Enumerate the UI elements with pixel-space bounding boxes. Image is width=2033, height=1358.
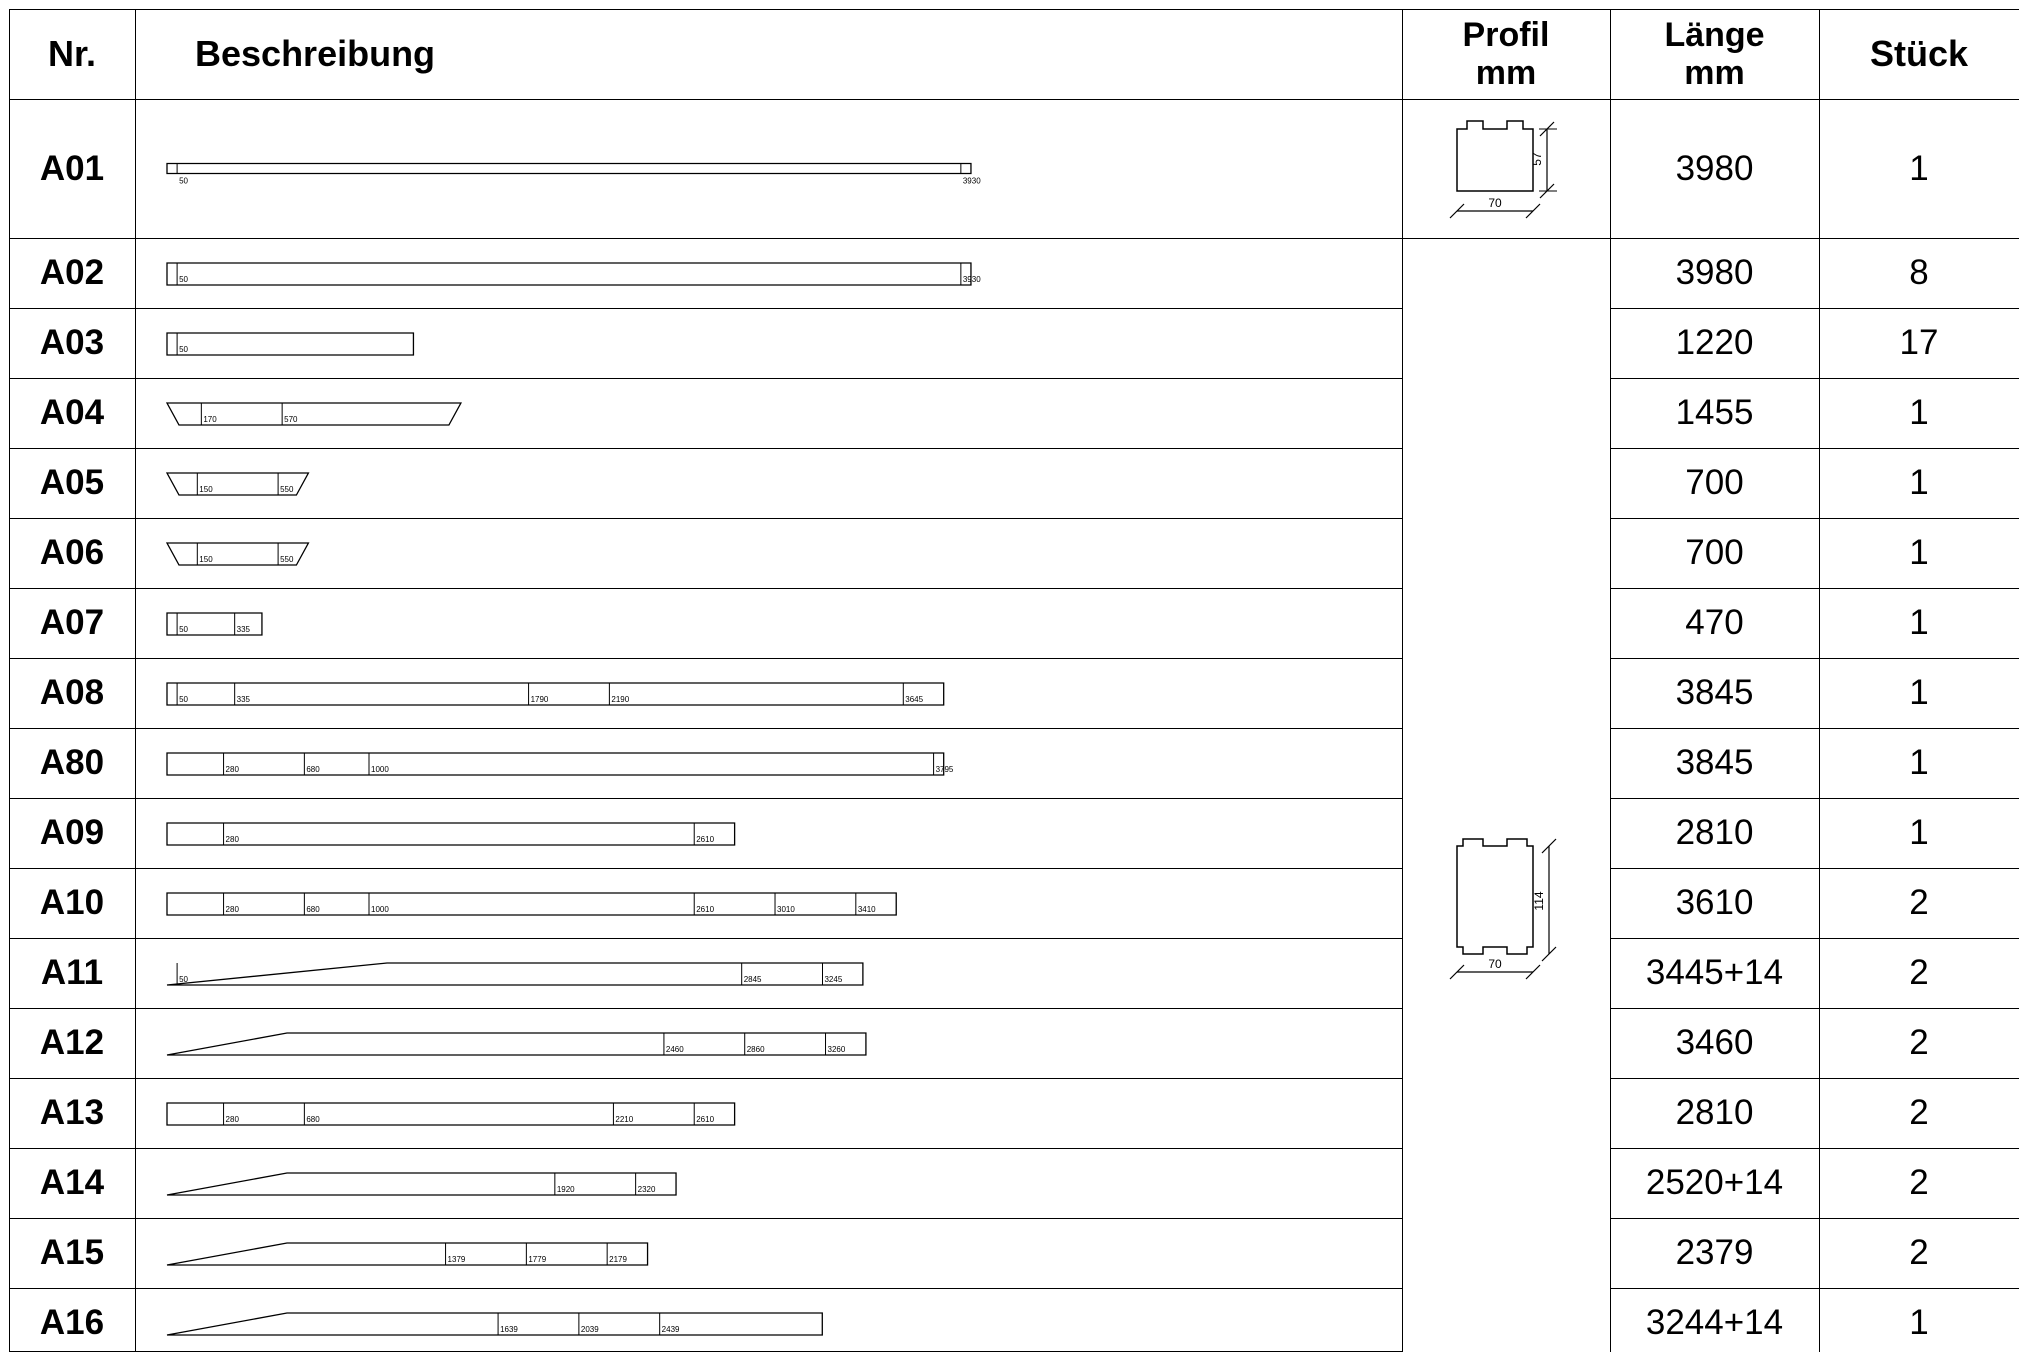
row-laenge: 1220 [1675, 323, 1754, 362]
header-laenge-line1: Länge [1664, 16, 1765, 54]
header-profil [1402, 9, 1610, 99]
beam-drawing [159, 588, 1159, 658]
beam-dimension-label: 3645 [905, 695, 924, 704]
beam-dimension-label: 280 [225, 1115, 239, 1124]
row-laenge: 3445+14 [1645, 953, 1784, 992]
row-stueck: 2 [1909, 1233, 1929, 1272]
beam-dimension-label: 2190 [611, 695, 630, 704]
beam-dimension-label: 1000 [371, 765, 389, 774]
row-stueck: 1 [1909, 813, 1929, 852]
row-laenge: 3610 [1675, 883, 1754, 922]
header-beschreibung: Beschreibung [195, 33, 436, 74]
profile-small-width-label: 70 [1488, 196, 1502, 210]
row-nr: A80 [39, 743, 105, 782]
beam-drawing [159, 1218, 1159, 1288]
header-stueck: Stück [1869, 33, 1969, 74]
beam-dimension-label: 50 [179, 695, 189, 704]
beam-dimension-label: 2439 [661, 1325, 680, 1334]
beam-dimension-label: 3795 [935, 765, 954, 774]
header-profil-line1: Profil [1462, 16, 1550, 54]
beam-dimension-label: 1779 [528, 1255, 547, 1264]
row-nr: A07 [39, 603, 105, 642]
row-stueck: 2 [1909, 1163, 1929, 1202]
row-stueck: 1 [1909, 148, 1929, 188]
beam-dimension-label: 50 [179, 975, 189, 984]
beam-dimension-label: 2860 [746, 1045, 765, 1054]
beam-drawing [159, 1078, 1159, 1148]
row-laenge: 2520+14 [1645, 1163, 1784, 1202]
beam-dimension-label: 3930 [962, 176, 981, 186]
row-laenge: 2810 [1675, 1093, 1754, 1132]
header-nr: Nr. [47, 33, 97, 74]
beam-dimension-label: 1000 [371, 905, 389, 914]
beam-outline [167, 1313, 822, 1335]
row-stueck: 2 [1909, 883, 1929, 922]
row-nr: A10 [39, 883, 105, 922]
beam-drawing [159, 238, 1159, 308]
beam-outline [167, 1173, 676, 1195]
beam-dimension-label: 3010 [777, 905, 795, 914]
profile-tall-drawing [1437, 829, 1587, 989]
beam-dimension-label: 2610 [696, 1115, 715, 1124]
beam-outline [167, 683, 944, 705]
beam-drawing [159, 99, 1159, 238]
header-profil-line2: mm [1475, 54, 1537, 92]
beam-dimension-label: 550 [280, 485, 294, 494]
beam-dimension-label: 280 [225, 765, 239, 774]
header-laenge-line2: mm [1684, 54, 1745, 92]
row-laenge: 3244+14 [1645, 1303, 1784, 1342]
beam-dimension-label: 1790 [530, 695, 549, 704]
beam-dimension-label: 3930 [962, 275, 981, 284]
row-nr: A16 [39, 1303, 105, 1342]
profile-tall-height-label: 114 [1532, 891, 1546, 911]
row-laenge: 3980 [1675, 148, 1754, 188]
beam-outline [167, 333, 413, 355]
beam-drawing [159, 868, 1159, 938]
row-stueck: 2 [1909, 1093, 1929, 1132]
beam-drawing [159, 308, 1159, 378]
row-laenge: 1455 [1675, 393, 1754, 432]
row-stueck: 17 [1899, 323, 1939, 362]
profile-tall-width-label: 70 [1488, 957, 1502, 971]
row-stueck: 2 [1909, 1023, 1929, 1062]
row-nr: A13 [39, 1093, 105, 1132]
parts-table [9, 9, 2019, 1352]
beam-outline [167, 1243, 648, 1265]
beam-dimension-label: 2320 [637, 1185, 656, 1194]
row-stueck: 1 [1909, 393, 1929, 432]
row-laenge: 3460 [1675, 1023, 1754, 1062]
profile-small-drawing [1437, 109, 1587, 239]
row-nr: A05 [39, 463, 105, 502]
row-stueck: 1 [1909, 743, 1929, 782]
beam-drawing [159, 1008, 1159, 1078]
row-nr: A11 [40, 953, 104, 992]
beam-dimension-label: 1379 [447, 1255, 466, 1264]
beam-dimension-label: 2210 [615, 1115, 634, 1124]
beam-dimension-label: 50 [179, 345, 189, 354]
beam-outline [167, 823, 735, 845]
beam-drawing [159, 1288, 1159, 1358]
beam-drawing [159, 448, 1159, 518]
beam-outline [167, 753, 944, 775]
row-stueck: 2 [1909, 953, 1929, 992]
beam-dimension-label: 2460 [665, 1045, 684, 1054]
beam-drawing [159, 1148, 1159, 1218]
row-nr: A08 [39, 673, 105, 712]
beam-outline [167, 263, 971, 285]
beam-dimension-label: 2039 [580, 1325, 599, 1334]
column-divider-nr [135, 9, 136, 1352]
beam-dimension-label: 550 [280, 555, 294, 564]
row-laenge: 700 [1685, 533, 1744, 572]
beam-dimension-label: 2610 [696, 835, 715, 844]
beam-dimension-label: 680 [306, 765, 320, 774]
beam-dimension-label: 1639 [500, 1325, 518, 1334]
row-nr: A03 [39, 323, 105, 362]
beam-dimension-label: 150 [199, 555, 213, 564]
beam-dimension-label: 3245 [824, 975, 843, 984]
row-nr: A14 [39, 1163, 105, 1202]
beam-dimension-label: 150 [199, 485, 213, 494]
row-laenge: 470 [1685, 603, 1744, 642]
table-border-top [9, 9, 2019, 10]
row-laenge: 2810 [1675, 813, 1754, 852]
beam-dimension-label: 50 [179, 176, 189, 186]
row-laenge: 3845 [1675, 673, 1754, 712]
row-stueck: 1 [1909, 603, 1929, 642]
row-nr: A15 [39, 1233, 105, 1272]
beam-drawing [159, 798, 1159, 868]
profile-small-height-label: 57 [1530, 152, 1544, 166]
row-stueck: 1 [1909, 463, 1929, 502]
beam-dimension-label: 170 [203, 415, 217, 424]
row-stueck: 1 [1909, 1303, 1929, 1342]
beam-dimension-label: 50 [179, 625, 189, 634]
row-stueck: 8 [1909, 253, 1929, 292]
beam-outline [167, 1103, 735, 1125]
row-laenge: 3845 [1675, 743, 1754, 782]
beam-dimension-label: 570 [284, 415, 298, 424]
row-stueck: 1 [1909, 533, 1929, 572]
row-nr: A01 [39, 148, 105, 188]
beam-dimension-label: 3260 [827, 1045, 846, 1054]
beam-dimension-label: 50 [179, 275, 189, 284]
beam-dimension-label: 680 [306, 905, 320, 914]
beam-dimension-label: 2610 [696, 905, 715, 914]
row-stueck: 1 [1909, 673, 1929, 712]
beam-dimension-label: 680 [306, 1115, 320, 1124]
beam-outline [167, 164, 971, 174]
row-laenge: 3980 [1675, 253, 1754, 292]
beam-dimension-label: 3410 [857, 905, 876, 914]
row-nr: A02 [39, 253, 105, 292]
row-nr: A06 [39, 533, 105, 572]
beam-dimension-label: 1920 [556, 1185, 575, 1194]
row-nr: A09 [39, 813, 105, 852]
beam-dimension-label: 2845 [743, 975, 762, 984]
column-divider-profil [1402, 9, 1403, 1352]
header-laenge [1610, 9, 1819, 99]
beam-drawing [159, 728, 1159, 798]
beam-dimension-label: 2179 [609, 1255, 627, 1264]
beam-drawing [159, 938, 1159, 1008]
beam-drawing [159, 518, 1159, 588]
beam-drawing [159, 658, 1159, 728]
beam-dimension-label: 335 [236, 625, 251, 634]
beam-dimension-label: 280 [225, 905, 239, 914]
beam-dimension-label: 335 [236, 695, 251, 704]
beam-dimension-label: 280 [225, 835, 239, 844]
beam-drawing [159, 378, 1159, 448]
row-nr: A04 [39, 393, 105, 432]
row-laenge: 700 [1685, 463, 1744, 502]
row-laenge: 2379 [1675, 1233, 1754, 1272]
row-nr: A12 [39, 1023, 105, 1062]
